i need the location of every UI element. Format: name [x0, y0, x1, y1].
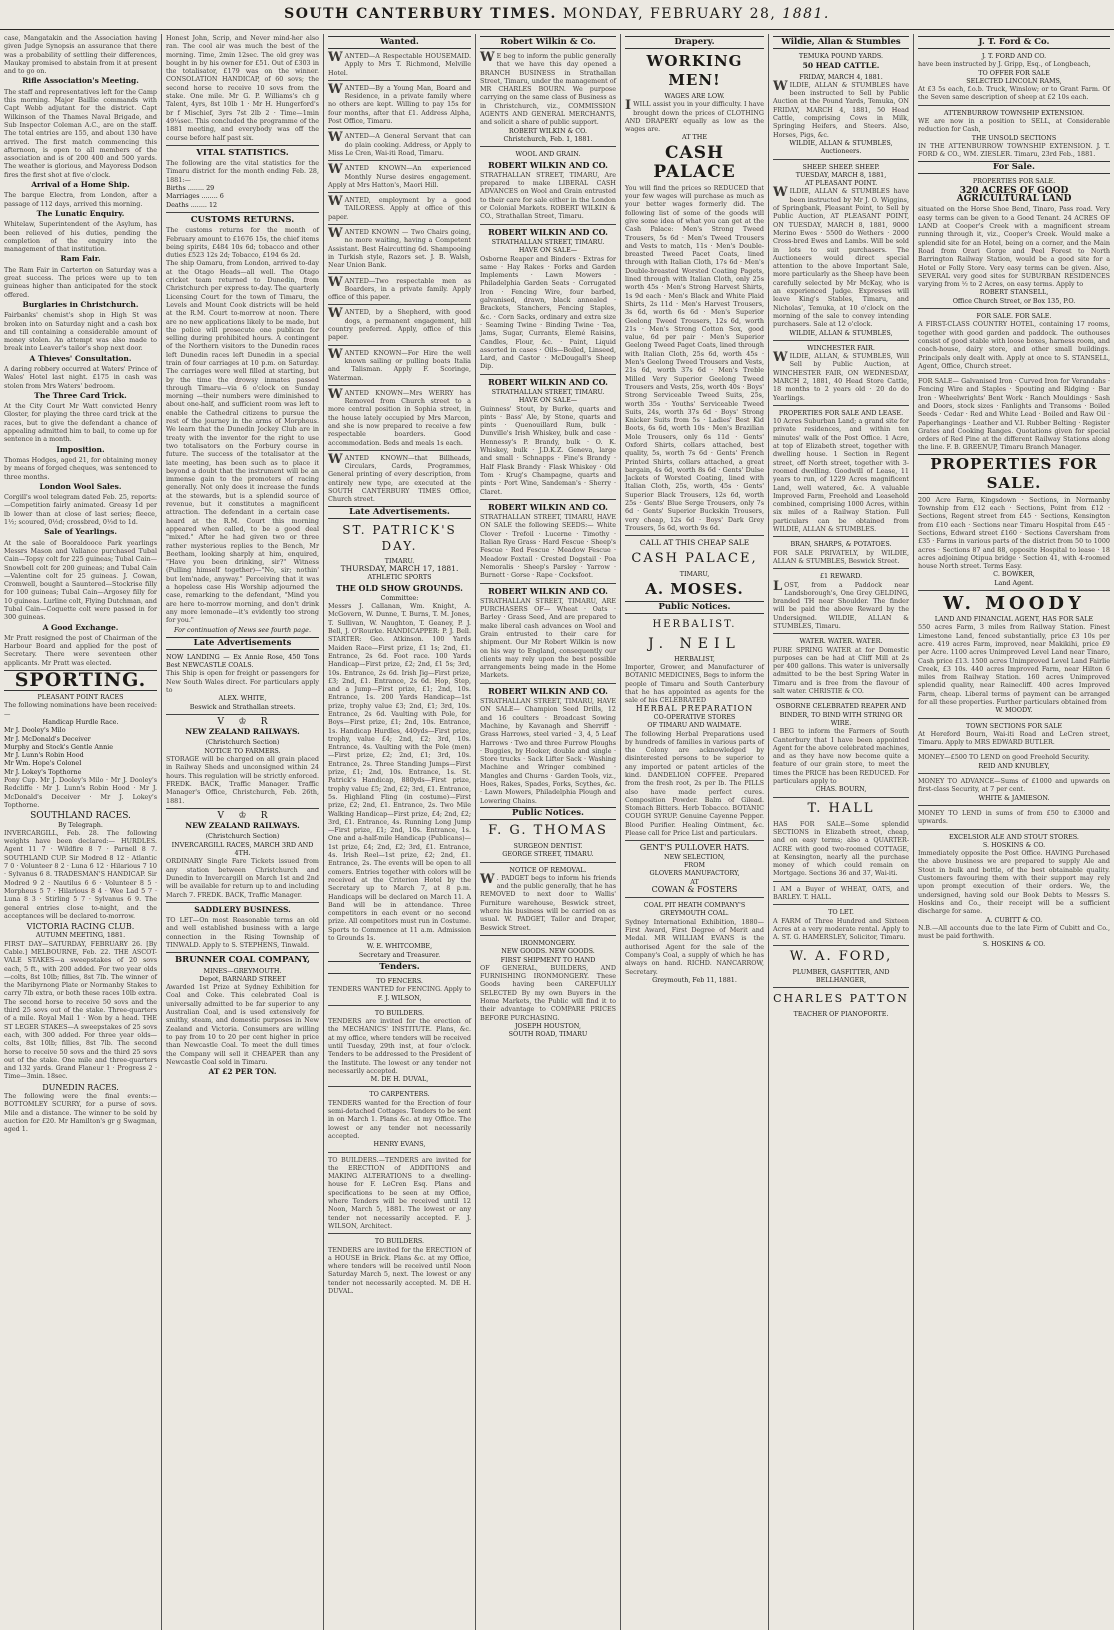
news-text: FIRST DAY—SATURDAY, FEBRUARY 26. [By Cable.] MELBOURNE, Feb. 22. THE ASCOT-VALE STAKES—a sweepstakes of 20 sovs each, 5 ft., with 200 added. For two year olds—colts, 8st 10lb; fillies, 8st 7lb. The winner of the Maribyrnong Plate or Normanby Stakes to carry 7lb extra, or both these races 10lb extra. The second horse to receive 50 sovs and the third 25 sovs out of the stake. Three-quarters of a mile. Royal Mail 1 · Won by a head. THE ST LEGER STAKES—A sweepstakes of 25 sovs each, with 300 added. For three year olds—colts, 8st 10lb; fillies, 8st 7lb. The second horse to receive 50 sovs and the third 25 sovs out of the stake. One mile and three-quarters and 132 yards. Grand Flaneur 1 · Progress 2 · Time—3min. 18sec. — [4, 939, 157, 1081]
ad-date: TUESDAY, MARCH 8, 1881, — [795, 170, 887, 179]
ad-title: TOWN SECTIONS FOR SALE — [965, 721, 1063, 730]
ad-text: WANTED—By a Young Man, Board and Residence, in a private family where no others are kept. Willing to pay 15s for four months, after that £1. Address Alpha, Post Office, Timaru. — [328, 81, 471, 126]
ad-text: WILDIE, ALLAN & STUMBLES have been instructed by Mr J. O. Wiggins, of Springbank, Pleasant Point, to Sell by Public Auction, AT PLEASANT POINT, ON TUESDAY, MARCH 8, 1881, 9000 Merino Ewes · 5500 do Wethers · 2000 Cross-bred Ewes and Lambs. Will be sold in lots to suit purchasers. The Auctioneers would direct special attention to the above Important Sale, more particularly as the Sheep have been carefully selected by Mr McKay, who is an experienced Judge. Expresses will leave King's Stables, Timaru, and Nicholas', Temuka, at 10 o'clock on the morning of the sale to convey intending purchasers. Sale at 12 o'clock. — [773, 185, 909, 329]
column-3 — [323, 34, 475, 1630]
ad-signature: A. MOSES. — [645, 579, 744, 598]
ad-title: SHEEP. SHEEP. SHEEP. — [802, 162, 880, 171]
ad-signature: A. CUBITT & CO. — [985, 915, 1043, 924]
stat-line: Marriages ........ 6 — [166, 192, 224, 201]
ad-text: WANTED KNOWN—Mrs WERRY has Removed from Church street to a more central position in Sophia street, in the house lately occupied by Mrs Marcon, and she is now prepared to receive a few respectable boarders. Good accommodation. Beds and meals 1s each. — [328, 386, 471, 447]
news-text: Mr Pratt resigned the post of Chairman of the Harbour Board and applied for the post of Secretary. There were seventeen other applicants. Mr Pratt was elected. — [4, 633, 157, 667]
ad-title: CHARLES PATTON — [773, 992, 909, 1006]
heading: CUSTOMS RETURNS. — [190, 214, 295, 225]
ad-title: CASH PALACE, — [631, 550, 758, 566]
ad-signature: ROBERT STANSELL, — [979, 288, 1049, 297]
ad-title: ST. PATRICK'S DAY. — [342, 522, 457, 553]
ad-title: SADDLERY BUSINESS. — [194, 904, 291, 914]
ad-title: W. MOODY — [943, 593, 1085, 615]
ad-text: STRATHALLAN STREET, TIMARU, HAVE ON SALE the following SEEDS:— White Clover · Trefoil · Lucerne · Timothy · Italian Rye Grass · Hard Fescue · Sheep's Fescue · Red Fescue · Meadow Fescue · Meadow Foxtail · Crested Dogstail · Poa Nemoralis · Sheep's Parsley · Yarrow · Burnett · Gorse · Rape · Cocksfoot. — [480, 513, 616, 580]
ad-crest-vr: V ♔ R — [217, 716, 268, 727]
ad-subtitle: TEACHER OF PIANOFORTE. — [793, 1010, 889, 1019]
news-text: The Ram Fair in Carterton on Saturday was a great success. The prices were up to ten guineas higher than anticipated for the stock offered. — [4, 265, 157, 299]
ad-subtitle: TEMUKA POUND YARDS. — [798, 52, 884, 60]
section-title: DUNEDIN RACES. — [42, 1082, 119, 1092]
ad-subtitle: IRONMONGERY. — [520, 938, 576, 947]
ad-subtitle: CALL AT THIS CHEAP SALE — [639, 538, 750, 548]
ad-text: STRATHALLAN STREET, TIMARU, HAVE ON SALE— Champion Seed Drills, 12 and 16 coulters · Broadcast Sowing Machine, by Kavanagh and Sherriff · Grass Harrows, steel varied · 3, 4, 5 Leaf Harrows · Two and three Furrow Ploughs · Buggies, by Hooker, double and single · Store trucks · Sack Lifter Sack · Washing Machine and Wringer combined · Mangles and Churns · Garden Tools, viz., Hoes, Rakes, Spades, Forks, Scythes, &c. · Lawn Mowers, Philadelphia Plough and Lowering Chains. — [480, 697, 616, 805]
ad-subtitle: GEORGE STREET, TIMARU. — [502, 850, 594, 859]
ad-text: I WILL assist you in your difficulty. I have brought down the prices of CLOTHING AND DRAPERY equally as low as the wages are. — [625, 98, 764, 134]
ad-text: You will find the prices so REDUCED that your few wages will purchase as much as your better wages formerly did. The following list of some of the goods will give some idea of what you can get at the Cash Palace: Men's Strong Tweed Trousers, 5s 6d · Men's Tweed Trousers and Vests to match, 11s · Men's Double-breasted Tweed Pacet Coats, lined through with Italian Cloth, 17s 6d · Men's Double-breasted Worsted Coating Pagets, lined through with Italian Cloth, only 25s worth 45s · Men's Strong Harvest Shirts, 1s 9d each · Men's Black and White Plaid Shirts, 2s 11d · Men's Harvest Trousers, 3s 6d, worth 6s 6d · Men's Superior Geelong Tweed Trousers, 12s 6d, worth 21s · Men's Strong Cotton Sox, good value, 6d per pair · Men's Superior Geelong Tweed Paget Coats, lined through with Italian Cloth, 25s 6d, worth 45s · Men's Geelong Tweed Trousers and Vests, 21s 6d, worth 37s 6d · Men's Treble Milled Very Superior Geelong Tweed Trousers and Vests, 25s, worth 40s · Boys' Strong Serviceable Tweed Suits, 25s, worth 35s · Youths' Serviceable Tweed Suits, 24s, worth 37s 6d · Boys' Strong Knicker Suits from 5s · Ladies' Best Kid Boots, 6s 6d, worth 10s · Men's Brazilian Mole Trousers, only 6s 11d · Gents' Oxford Shirts, collars attached, best quality, 5s, worth 7s 6d · Gents' French Printed Shirts, collars attached, a great bargain, 4s 6d, worth 8s 6d · Gents' Dulse Jackets of Worsted Coating, lined with Italian Cloth, 25s, worth, 45s · Gents' Superior Black Trousers, 12s 6d, worth 25s · Gents' Blue Serge Trousers, only 7s 6d · Gents' Superior Buckskin Trousers, very cheap, 12s 6d · Boys' Dark Grey Trousers, 5s 6d, worth 9s 6d. — [625, 183, 764, 532]
ad-subtitle: THURSDAY, MARCH 17, 1881. — [340, 563, 459, 573]
news-text: INVERCARGILL, Feb. 28. The following weights have been declared:— HURDLES. Agent 11 7 · Wildfire 8 7 · Parnell 8 7. SOUTHLAND CUP. Sir Modred 8 12 · Atlantic 7 0 · Volunteer 8 2 · Luna 6 12 · Hilarious 7 10 · Sylvanus 6 8. TRADESMAN'S HANDICAP. Sir Modred 9 2 · Nautilus 6 6 · Volunteer 8 5 · Morpheus 5 7 · Hilarious 8 4 · Wee Lad 5 7 · Luna 8 3 · Stirling 5 7 · Sylvanus 6 9. The general entries close to-night, and the acceptances will be declared to-morrow. — [4, 828, 157, 920]
properties-heading: PROPERTIES FOR SALE. — [918, 454, 1110, 494]
section-title: SOUTHLAND RACES. — [30, 811, 131, 822]
ad-subtitle: WAGES ARE LOW. — [664, 92, 725, 100]
ad-signature: Auctioneers. — [820, 147, 862, 156]
stat-line: Births ........ 29 — [166, 184, 215, 193]
ad-text: WANTED—A Respectable HOUSEMAID. Apply to Mrs T. Richmond, Melville Hotel. — [328, 50, 471, 77]
ad-subtitle: NEW GOODS. NEW GOODS. — [501, 947, 595, 956]
section-title: VICTORIA RACING CLUB. — [26, 922, 135, 932]
ad-text: WE are now in a position to SELL, at Considerable reduction for Cash, — [918, 117, 1110, 134]
nomination: Mr J. Lokey's Topthorne — [4, 767, 82, 776]
ad-signature: S. HOSKINS & CO. — [982, 840, 1046, 849]
nomination: Mr J. Dooley's Milo — [4, 726, 66, 735]
ad-text: TO LET—On most Reasonable terms an old and well established business with a large connection in the Rising Township of TINWALD. Apply to S. STEPHENS, Tinwald. — [166, 916, 319, 949]
ad-title: ROBERT WILKIN AND CO. — [488, 226, 608, 237]
ad-title: CASH PALACE — [653, 142, 736, 182]
column-4 — [475, 34, 620, 1630]
news-text: Corgill's wool telegram dated Feb. 25, reports:—Competition fairly animated. Greasy 1d per lb lower than at close of last series; fleece, 1½; scoured, 0½d; crossbred, 0½d to 1d. — [4, 493, 157, 527]
ad-signature: S. HOSKINS & CO. — [982, 940, 1046, 949]
columns — [0, 34, 1114, 1630]
news-text: The following nominations have been received:— — [4, 701, 158, 718]
advertisement — [166, 718, 319, 805]
ad-date: FRIDAY, MARCH 4, 1881. — [799, 72, 883, 81]
ad-text: STRATHALLAN STREET, TIMARU, ARE PURCHASERS OF— Wheat · Oats · Barley · Grass Seed, And are prepared to make liberal cash advances on Wool and Grain entrusted to their care for shipment. Our Mr Robert Wilkin is now on his way to England, consequently our clients may rely upon the best possible arrangements being made in the Home Markets. — [480, 596, 616, 680]
ad-text: WANTED, by a Shepherd, with good dogs, a permanent engagement, hill country preferred. Apply, office of this paper. — [328, 306, 471, 342]
ad-title: ROBERT WILKIN AND CO. — [488, 585, 608, 596]
ad-text: STORAGE will be charged on all grain placed in Railway Sheds and unconsigned within 24 hours. This regulation will be strictly enforced. FREDK. BACK, Traffic Manager. Traffic Manager's Office, Christchurch, Feb. 26th, 1881. — [166, 755, 319, 805]
ad-title: WINCHESTER FAIR. — [807, 343, 875, 352]
heading: Arrival of a Home Ship. — [31, 180, 130, 190]
column-6 — [768, 34, 913, 1630]
ad-subtitle: SURGEON DENTIST. — [513, 841, 583, 850]
news-text: Thomas Hodges, aged 21, for obtaining money by means of forged cheques, was sentenced to three months. — [4, 455, 157, 481]
ad-text: OF GENERAL, BUILDERS, AND FURNISHING IRONMONGERY. These Goods having been CAREFULLY SELECTED By my own Buyers in the Home Markets, the Public will find it to their advantage to COMPARE PRICES BEFORE PURCHASING. — [480, 963, 616, 1022]
news-text: Whitelaw, Superintendent of the Asylum, has been relieved of his duties, pending the completion of the enquiry into the management of that institution. — [4, 220, 157, 254]
ad-text: Awarded 1st Prize at Sydney Exhibition for Coal and Coke. This celebrated Coal is universally admitted to be far superior to any Australian Coal, and is used extensively for smithy, steam, and domestic purposes in New Zealand and Victoria. Consumers are willing to pay from 10 to 20 per cent higher in price than Newcastle Coal. To meet the dull times the Company will sell it CHEAPER than any Newcastle Coal sold in Timaru. — [166, 983, 319, 1066]
ad-subtitle: (Christchurch Section) — [205, 832, 280, 841]
ad-subtitle: CO-OPERATIVE STORES — [653, 712, 736, 721]
ad-text: IN THE ATTENBURROW TOWNSHIP EXTENSION. J. T. FORD & CO., WM. ZIESLER. Timaru, 23rd Feb., 1881. — [918, 141, 1110, 159]
ad-title: NEW ZEALAND RAILWAYS. — [185, 821, 300, 831]
news-text: Fairbanks' chemist's shop in High St was broken into on Saturday night and a cash box and till containing a considerable amount of money stolen. An attempt was also made to break into Leaver's tailor's shop next door. — [4, 311, 157, 353]
ad-text: N.B.—All accounts due to the late Firm of Cubitt and Co., must be paid forthwith. — [918, 923, 1110, 941]
ad-text: Guinness' Stout, by Burke, quarts and pints · Bass' Ale, by Stone, quarts and pints · Quenouillard Rum, bulk · Dunville's Irish Whiskey, bulk and case · Hennessy's P. Brandy, bulk · O. K. Whiskey, bulk · J.D.K.Z. Geneva, large and small · Schnapps · Fine's Brandy · Half Flask Brandy · Flask Whiskey · Old Tom · Krug's Champagne, quarts and pints · Port Wine, Sandeman's · Sherry · Claret. — [480, 404, 616, 496]
section-header: Late Advertisements. — [328, 506, 471, 519]
ad-title: WORKING MEN! — [646, 52, 743, 89]
nomination: Mr Wm. Hope's Colonel — [4, 759, 82, 768]
ad-signature: ALEX. WHITE, — [218, 694, 267, 703]
ad-text: The following Herbal Preparations used by hundreds of families in various parts of the Colony are acknowledged by disinterested persons to be superior to any imported or patent articles of the kind. DANDELION COFFEE. Prepared from the fresh root, 2s per lb. The PILLS also have made perfect cures. Composition Powder. Balm of Gilead. Stomach Bitters. Herb Tobacco. BOTANIC COUGH SYRUP. Genuine Cayenne Pepper. Blood Purifier. Healing Ointment, &c. Please call for Price List and particulars. — [625, 729, 764, 838]
ad-text: This Ship is open for freight or passengers for New South Wales direct. For particulars apply to — [166, 669, 319, 694]
ad-text: W E beg to inform the public generally that we have this day opened a BRANCH BUSINESS in Strathallan Street, Timaru, under the management of MR CHARLES BOURN. We purpose carrying on the same class of Business as in Christchurch, viz., COMMISSION AGENTS AND GENERAL MERCHANTS, and solicit a share of public support. — [480, 50, 616, 127]
ad-text: WILDIE, ALLAN & STUMBLES have been instructed to Sell by Public Auction at the Pound Yards, Temuka, ON FRIDAY, MARCH 4, 1881, 50 Head Cattle, comprising Cows in Milk, Springing Heifers, and Steers. Also, Horses, Pigs, &c. — [773, 78, 909, 139]
stat-line: Deaths ........ 12 — [166, 200, 218, 209]
ad-subtitle: AT — [690, 877, 699, 886]
section-header: Tenders. — [328, 961, 471, 974]
column-7 — [913, 34, 1114, 1630]
ad-text: WANTED—Two respectable men as Boarders, in a private family. Apply office of this paper. — [328, 274, 471, 302]
ad-title: BRAN, SHARPS, & POTATOES. — [790, 540, 892, 549]
column-2 — [161, 34, 323, 1630]
ad-text: HAS FOR SALE—Some splendid SECTIONS in Elizabeth street, cheap, and on easy terms; also a QUARTER-ACRE with good two-roomed COTTAGE, at Kensington, nearly all the purchase money of which could remain on Mortgage. Sections 36 and 37, Wai-iti. — [773, 819, 909, 878]
heading: Sale of Yearlings. — [44, 527, 117, 537]
advertisement — [166, 812, 319, 899]
ad-subtitle: PROPERTIES FOR SALE. — [972, 176, 1056, 185]
heading: London Wool Sales. — [39, 481, 122, 491]
ad-subtitle: NEW SELECTION, — [664, 852, 725, 861]
ad-signature: Secretary and Treasurer. — [358, 950, 441, 959]
ad-title: PROPERTIES FOR SALE AND LEASE. — [778, 408, 904, 417]
nomination: Mr J. McDonald's Deceiver — [4, 734, 91, 743]
ad-title: WATER. WATER. WATER. — [799, 637, 883, 646]
ad-address: SOUTH ROAD, TIMARU — [508, 1030, 588, 1039]
ad-text: WANTED KNOWN—For Hire the well known sailing or pulling boats Italia and Talisman. Apply F. Scoringe, Waterman. — [328, 346, 471, 382]
ad-text: TENDERS are invited for the ERECTION of a HOUSE in Brick. Plans &c. at my Office, where tenders will be received until Noon Saturday March 5, next. The lowest or any tender not necessarily accepted. M. DE H. DUVAL. — [328, 1245, 471, 1295]
ad-title: OSBORNE CELEBRATED REAPER AND BINDER, TO BIND WITH STRING OR WIRE. — [775, 702, 907, 727]
ad-text: Sydney International Exhibition, 1880—First Award, First Degree of Merit and Medal. MR WILLIAM EVANS is the authorised Agent for the sale of the Company's Coal, a supply of which he has always on hand. RICHD. NANCARROW, Secretary. — [625, 917, 764, 976]
column-1 — [0, 34, 161, 1630]
ad-text: WILDIE, ALLAN, & STUMBLES, Will Sell by Public Auction, at WINCHESTER FAIR, ON WEDNESDAY, MARCH 2, 1881, 40 Head Store Cattle, 18 months to 2 years old · 20 do do Yearlings. — [773, 350, 909, 402]
section-header: Public Notices. — [480, 807, 616, 820]
ad-title: F. G. THOMAS — [488, 822, 608, 838]
ad-subtitle: Committee: — [380, 593, 419, 602]
ad-subtitle: Depot, BARNARD STREET — [199, 974, 286, 983]
ad-signature: WILDIE, ALLAN & STUMBLES, — [789, 138, 893, 147]
heading: A Good Exchange. — [42, 622, 119, 632]
ad-address: Office Church Street, or Box 135, P.O. — [952, 296, 1076, 305]
news-text: For continuation of News see fourth page. — [174, 626, 311, 635]
ad-title: ROBERT WILKIN AND CO. — [488, 501, 608, 512]
ad-subtitle: SELECTED LINCOLN RAMS, — [966, 76, 1062, 85]
ad-title: ROBERT WILKIN AND CO. — [488, 376, 608, 387]
ad-text: Importer, Grower, and Manufacturer of BOTANIC MEDICINES, Begs to inform the people of Timaru and South Canterbury that he has appointed as agents for the sale of his CELEBRATED — [625, 663, 764, 705]
heading: Burglaries in Christchurch. — [22, 299, 139, 309]
ad-text: At Hereford Bourn, Wai-iti Road and LeCren street, Timaru. Apply to MRS EDWARD BUTLER. — [918, 729, 1110, 747]
ad-signature: HENRY EVANS, — [373, 1140, 426, 1149]
section-header: For Sale. — [918, 161, 1110, 174]
ad-text: WANTED KNOWN—An experienced Monthly Nurse desires engagement. Apply at Mrs Hatton's, Maori Hill. — [328, 162, 471, 189]
section-header: Wanted. — [328, 36, 471, 49]
ad-title: J. T. FORD AND CO. — [981, 52, 1047, 60]
ad-subtitle: FROM — [683, 860, 706, 869]
ad-text: TENDERS WANTED for FENCING. Apply to — [328, 985, 471, 994]
paper-title: SOUTH CANTERBURY TIMES. — [284, 6, 557, 22]
ad-subtitle: HAVE ON SALE— — [518, 246, 578, 255]
heading: The Lunatic Enquiry. — [36, 208, 125, 218]
ad-signature: REID AND KNUBLEY, — [978, 761, 1050, 770]
ad-title: HERBALIST. — [652, 618, 737, 630]
news-text: Honest John, Scrip, and Never mind-her also ran. The cool air was much the best of the morning. Time, 2min 12sec. The old grey was bought in by his owner for £51. Out of £303 in the totalisator, £179 was on the winner. CONSOLATION HANDICAP, of 60 sovs; the second horse to receive 10 sovs from the stake. One mile. Mr G. P. Williams's ch g Talent, 4yrs, 8st 10lb 1 · Mr H. Hungerford's br f Mischief, 3yrs 7st 2lb 2 · Time—1min 49¼sec. This concluded the programme of the 1881 meeting, and everybody was off the course before half past six. — [166, 34, 319, 142]
ad-subtitle: AT THE — [681, 133, 708, 142]
ad-subtitle: STRATHALLAN STREET, TIMARU. — [491, 237, 605, 246]
news-text: At the City Court Mr Watt convicted Henry Gloster, for playing the three card trick at the races, but to give the defendant a chance of appealing admitted him to bail, to come up for sentence in a month. — [4, 402, 157, 444]
ad-text: ORDINARY Single Fare Tickets issued from any station between Christchurch and Dunedin to Invercargill on March 1st and 2nd will be available for return up to and including March 7. FREDK. BACK, Traffic Manager. — [166, 857, 319, 899]
ad-subtitle: TO OFFER FOR SALE — [978, 68, 1050, 77]
nomination: Mr J. Lunn's Robin Hood — [4, 751, 84, 760]
section-header: Drapery. — [625, 36, 764, 49]
ad-signature: JOSEPH HOUSTON, — [514, 1021, 582, 1030]
section-title: By Telegraph. — [58, 820, 103, 829]
section-header: Wildie, Allan & Stumbles — [773, 36, 909, 49]
ad-title: 50 HEAD CATTLE. — [802, 61, 880, 71]
heading: Rifle Association's Meeting. — [22, 76, 139, 86]
section-title: PLEASANT POINT RACES — [37, 693, 124, 702]
ad-signature: WHITE & JAMIESON. — [978, 793, 1050, 802]
ad-subtitle: AT PLEASANT POINT. — [804, 179, 878, 188]
ad-subtitle: TIMARU. — [384, 556, 415, 565]
ad-title: NEW ZEALAND RAILWAYS. — [185, 727, 300, 737]
news-text: The staff and representatives left for the Camp this morning. Major Baillie commands with Capt Webb adjutant for the district. Capt Wilkinson of the Thames Naval Brigade, and Sub Inspector Coleman A.C., are on the staff. The total entries are 155, and about 130 have arrived. The first match commencing this afternoon, is open to all members of the association and is of 200 400 and 500 yards. The weather is glorious, and Mayoress Dodson fires the first shot at five o'clock. — [4, 87, 157, 179]
ad-subtitle: ATHLETIC SPORTS — [367, 573, 432, 582]
ad-signature: Land Agent. — [994, 578, 1034, 587]
ad-text: A FARM of Three Hundred and Sixteen Acres at a very moderate rental. Apply to A. ST. G. HAMERSLEY, Solicitor, Timaru. — [773, 916, 909, 942]
ad-text: have been instructed by J. Gripp, Esq., of Longbeach, — [918, 60, 1091, 69]
ad-signature: W. E. WHITCOMBE, — [366, 942, 433, 951]
ad-text: LOST, from a Paddock near Landsborough's, One Grey GELDING, branded TH near Shoulder. The finder will be paid the above Reward by the Undersigned. WILDIE, ALLAN & STUMBLES, Timaru. — [773, 578, 909, 630]
ad-title: COAL PIT HEATH COMPANY'S GREYMOUTH COAL. — [643, 901, 746, 918]
ad-subtitle: TIMARU, — [679, 569, 710, 578]
ad-subtitle: GLOVERS MANUFACTORY, — [649, 869, 740, 878]
ad-text: I AM a Buyer of WHEAT, OATS, and BARLEY. T. HALL. — [773, 884, 909, 902]
heading: Imposition. — [56, 444, 105, 454]
ad-subtitle: OF TIMARU AND WAIMATE. — [647, 721, 742, 730]
ad-signature: WILDIE, ALLAN & STUMBLES, — [789, 328, 893, 337]
ad-text: TENDERS wanted for the Erection of four semi-detached Cottages. Tenders to be sent in on March 1. Plans &c. at my Office. The lowest or any tender not necessarily accepted. — [328, 1098, 471, 1140]
heading: The Three Card Trick. — [34, 390, 127, 400]
ad-text: Immediately opposite the Post Office. HAVING Purchased the above business we are prepared to supply Ale and Stout in bulk and bottle, of the best obtainable quality. Customers favouring them with their support may rely upon prompt execution of their orders. We, the undersigned, having sold our Book Debts to Messrs S. Hoskins and Co., their receipt will be a sufficient discharge for same. — [918, 849, 1110, 916]
nomination: Murphy and Stock's Gentle Annie — [4, 742, 114, 751]
ad-title: ROBERT WILKIN AND CO. — [488, 159, 608, 170]
ad-text: WANTED KNOWN — Two Chairs going, no more waiting, having a Competent Assistant. Best Haircutting 6d. Shampooing in Turkish style, Razors set. J. B. Walsh, Near Union Bank. — [328, 226, 471, 270]
ad-text: 10 Acres Suburban Land; a grand site for private residences, and within ten minutes' walk of the Post Office. 1 Acre, at top of Elizabeth street, together with dwelling house. 1 Section in Regent street, off North street, together with 3-roomed dwelling. Goodwill of Lease, 11 years to run, of 1229 Acres magnificent Land, well watered, &c. A valuable Improved Farm, Freehold and Leasehold combined, comprising 1000 Acres, within six miles of a Railway Station. Full particulars can be obtained from WILDIE, ALLAN & STUMBLES. — [773, 417, 909, 534]
ad-subtitle: STRATHALLAN STREET, TIMARU. — [491, 387, 605, 396]
ad-title: FOR SALE. FOR SALE. — [976, 312, 1052, 321]
advertisement — [166, 956, 319, 1076]
ad-crest-vr: V ♔ R — [217, 810, 268, 821]
news-text: A daring robbery occurred at Waters' Prince of Wales' Hotel last night. £175 in cash was stolen from Mrs Waters' bedroom. — [4, 364, 157, 390]
ad-subtitle: THE OLD SHOW GROUNDS. — [336, 582, 463, 593]
ad-title: BRUNNER COAL COMPANY, — [174, 955, 311, 966]
ad-text: MONEY TO ADVANCE—Sums of £1000 and upwards on first-class Security, at 7 per cent. — [918, 777, 1110, 794]
ad-subtitle: HERBAL PREPARATION — [635, 703, 754, 713]
ad-text: NOW LANDING — Ex Annie Rose, 450 Tons Best NEWCASTLE COALS. — [166, 652, 319, 670]
ad-text: Messrs J. Callanan, Wm. Knight, A. McGovern, W. Dunne, T. Burns, T. M. Jones, T. Sullivan, W. Naughton, T. Geaney, P. J. Bell, J. O'Rourke. HANDICAPPER: P. J. Bell. STARTER: Geo. Atkinson. 100 Yards Maiden Race—First prize, £1 1s; 2nd, £1. Entrance, 2s 6d. Foot race. 100 Yards Handicap—First prize, £2; 2nd, £1 5s; 3rd, 10s. Entrance, 2s 6d. Irish Jig—First prize, £3; 2nd, £1. Entrance, 2s 6d. Hop, Step, and a Jump—First prize, £1; 2nd, 10s. Entrance, 1s. 200 Yards Handicap—1st prize, trophy value £3; 2nd, £1; 3rd, 10s. Entrance, 2s 6d. Vaulting with Pole, for Boys—First prize, £1; 2nd, 10s. Entrance, 1s. Handicap Hurdles, 440yds—First prize, trophy, value £4; 2nd, £2; 3rd, 10s. Entrance, 4s. Vaulting with the Pole (men)—First prize, £2; 2nd, £1; 3rd, 10s. Entrance, 2s. Three Standing Jumps—First prize, £1; 2nd, 10s. Entrance, 1s. St. Patrick's Handicap, 880yds—First prize, trophy value £5; 2nd, £2; 3rd, £1. Entrance, 5s. Highland Fling (in costume)—First prize, £2; 2nd, £1. Entrance, 2s. Two Mile Walking Handicap—First prize, £4; 2nd, £2; 3rd, £1. Entrance, 4s. Running Long Jump—First prize, £1; 2nd, 10s. Entrance, 1s. One and a-half-mile Handicap (Publicans)—1st prize, £4; 2nd, £2; 3rd, £1. Entrance, 4s. Irish Reel—1st prize, £2; 2nd, £1. Entrance, 2s. The events will be open to all comers. Entries together with colors will be received at the Criterion Hotel by the Secretary up to March 7, at 8 p.m. Handicaps will be declared on March 11. A Band will be in attendance. Three competitors in each event or no second prize. All competitors must run in Costume. Sports to Commence at 11 a.m. Admission to Grounds 1s. — [328, 602, 471, 943]
ad-signature: C. BOWKER, — [993, 570, 1035, 579]
ad-subtitle: HAVE ON SALE— — [518, 396, 578, 405]
news-text: The following were the final events:— BOTTOMLEY SCURRY, for a purse of sovs. Mile and a distance. The winner to be sold by auction for £20. Mr Hamilton's gr g Swagman, aged 1. — [4, 1092, 157, 1134]
ad-text: FOR SALE— Galvanised Iron · Curved Iron for Verandahs · Fencing Wire and Staples · Spouting and Ridging · Bar Iron · Wheelwrights' Bent Work · Ranch Mouldings · Sash and Doors, stock sizes · Fanlights and Transoms · Boiled Seeds · Cedar · Red and White Lead · Boiled and Raw Oil · Paperhangings · Leather and V.I. Rubber Belting · Register Grates and Cooking Ranges. Quotations given for special orders of Red Pine at the different Railway Stations along the line. F. B. GREENUP, Timaru Branch Manager. — [918, 377, 1110, 452]
ad-title: GENT'S PULLOVER HATS. — [639, 843, 750, 853]
ad-date: Christchurch, Feb. 1, 1881. — [503, 134, 593, 143]
ad-text: WANTED KNOWN—that Billheads, Circulars, Cards, Programmes, General printing of every description, from entirely new type, are executed at the SOUTH CANTERBURY TIMES Office, Church street. — [328, 451, 471, 504]
news-text: The customs returns for the month of February amount to £1676 15s, the chief items being spirits, £484 10s 6d; tobacco and other duties £523 12s 2d; Tobacco, £194 6s 2d. — [166, 226, 319, 260]
ad-text: STRATHALLAN STREET, TIMARU, Are prepared to make LIBERAL CASH ADVANCES on Wool and Grain entrusted to their care for sale either in the London or Colonial Markets. ROBERT WILKIN & CO., Strathallan Street, Timaru. — [480, 170, 616, 221]
ad-text: TENDERS are invited for the erection of the MECHANICS' INSTITUTE. Plans, &c. at my office, where tenders will be received until Tuesday, 29th inst, at four o'clock. Tenders to be addressed to the President of the Institute. The lowest or any tender not necessarily accepted. — [328, 1017, 471, 1075]
ad-address: Beswick and Strathallan streets. — [189, 702, 296, 711]
ad-title: £1 REWARD. — [819, 572, 863, 581]
heading: A Thieves' Consultation. — [29, 353, 132, 363]
news-text: At the sale of Booraldooce Park yearlings Messrs Mason and Vallance purchased Tubal Cain—Topsy colt for 225 guineas; Tubal Cain—Snowbell colt for 200 guineas; and Tubal Cain—Valentine colt for 25 guineas. J. Cowan, Cromwell, bought a Sauntered—Stockrise filly for 100 guineas; Tubal Cain—Argosey filly for 10 guineas. Lurline colt, Flying Dutchman, and Tubal Cain—Coquette colt were passed in for 300 guineas. — [4, 538, 157, 622]
ad-text: MONEY—£500 TO LEND on good Freehold Security. — [918, 753, 1090, 762]
ad-title: W. A. FORD, — [789, 948, 893, 964]
ad-title: ATTENBURROW TOWNSHIP EXTENSION. — [943, 108, 1085, 117]
ad-text: WANTED, employment by a good TAILORESS. Apply at office of this paper. — [328, 194, 471, 221]
ad-title: EXCELSIOR ALE AND STOUT STORES. — [949, 832, 1079, 841]
ad-subtitle: HERBALIST, — [674, 654, 715, 663]
issue-date: MONDAY, FEBRUARY 28, — [562, 6, 777, 22]
section-title: AUTUMN MEETING, 1881. — [35, 931, 126, 940]
masthead — [0, 0, 1114, 30]
ad-text: TO BUILDERS.—TENDERS are invited for the ERECTION of ADDITIONS and MAKING ALTERATIONS to a dwelling-house for F. LeCren Esq. Plans and specifications to be seen at my Office, where Tenders will be received until 12 Noon, March 5, 1881. The lowest or any tender not necessarily accepted. F. J. WILSON, Architect. — [328, 1155, 471, 1230]
ad-text: WANTED—A General Servant that can do plain cooking. Address, or Apply to Miss Le Cren, Wai-iti Road, Timaru. — [328, 130, 471, 157]
sporting-heading: SPORTING. — [4, 670, 157, 691]
ad-text: PURE SPRING WATER at for Domestic purposes can be had at Cliff Mill at 2s per 400 gallons. This water is universally admitted to be the best Spring Water in Timaru and is free from the flavour of salt water. CHRISTIE & CO. — [773, 645, 909, 696]
ad-subtitle: NOTICE OF REMOVAL. — [509, 865, 587, 874]
tender-title: TO BUILDERS. — [374, 1237, 425, 1246]
ad-text: MONEY TO LEND in sums of from £50 to £3000 and upwards. — [918, 808, 1110, 826]
news-text: The following are the vital statistics for the Timaru district for the month ending Feb. 28, 1881:— — [166, 159, 319, 184]
ad-title: T. HALL — [807, 800, 875, 816]
ad-subtitle: WOOL AND GRAIN. — [515, 150, 581, 159]
ad-title: 320 ACRES OF GOOD AGRICULTURAL LAND — [956, 185, 1072, 205]
ad-signature: W. MOODY. — [995, 706, 1033, 715]
news-text: Pony Cup. Mr J. Dooley's Milo · Mr J. Dooley's Redcliffe · Mr J. Lunn's Robin Hood · Mr J. McDonald's Deceiver · Mr J. Lokey's Topthorne. — [4, 776, 157, 809]
ad-signature: F. J. WILSON, — [377, 993, 422, 1002]
ad-text: situated on the Horse Shoe Bend, Tinaro, Pass road. Very easy terms can be given to a Good Tenant. 24 ACRES OF LAND at Cooper's Creek with a magnificent stream running through it, viz., Cooper's Creek. Would make a splendid site for an Hotel, being on a corner, and the Main Road from Orari Gorge and Peel Forest to North Barrington Railway Station, would be a good site for a Hotel or Folly Store. Very easy terms can be given. Also, SEVERAL very good sites for SUBURBAN RESIDENCES varying from ½ to 2 Acres, on easy terms. Apply to — [918, 205, 1110, 289]
ad-signature: M. DE H. DUVAL, — [370, 1075, 429, 1084]
ad-text: At £3 5s each, f.o.b. Truck, Winslow; or to Grant Farm. Of the Seven same description of sheep at £2 10s each. — [918, 85, 1110, 102]
issue-year: 1881. — [782, 6, 830, 22]
tender-title: TO CARPENTERS. — [369, 1090, 430, 1099]
section-header: Late Advertisements — [166, 637, 319, 650]
ad-signature: COWAN & FOSTERS — [651, 884, 738, 894]
tender-title: TO FENCERS. — [376, 976, 423, 985]
ad-subtitle: LAND AND FINANCIAL AGENT, HAS FOR SALE — [934, 615, 1094, 624]
ad-title: TO LET. — [828, 908, 854, 917]
heading: VITAL STATISTICS. — [196, 147, 289, 158]
ad-text: I BEG to inform the Farmers of South Canterbury that I have been appointed Agent for the above celebrated machines, and as they have now become quite a feature of our grain store, to meet the times the PRICE has been REDUCED. For particulars apply to — [773, 727, 910, 786]
ad-subtitle: NOTICE TO FARMERS. — [204, 746, 281, 755]
ad-title: ROBERT WILKIN AND CO. — [488, 685, 608, 696]
ad-text: A FIRST-CLASS COUNTRY HOTEL, containing 17 rooms, together with good garden and paddock. The outhouses consist of good stable with loose boxes, harness room, and coach-house, dairy store, and other small buildings. Principals only dealt with. Apply at once to S. STANSELL, Agent, Office, Church street. — [918, 320, 1110, 370]
ad-signature: ROBERT WILKIN & CO. — [508, 126, 588, 135]
heading: Ram Fair. — [60, 254, 101, 264]
news-text: The ship Oamaru, from London, arrived to-day at the Otago Heads—all well. The Otago cricket team returned to Dunedin, from Christchurch per express to-day. The quarterly Licensing Court for the town of Timaru, the Levels and Mount Cook districts will be held at the R.M. Court to-morrow at noon. There are no new applications likely to be made, but the police will prosecute one publican for selling during prohibited hours. A contingent of the Northern visitors to the Dunedin races left Dunedin races left Dunedin in a special train of four carriages at 10 p.m. on Saturday. The carriages were well filled at starting, but by the time the drowsy inmates passed through Timaru—via 6 o'clock on Sunday morning —their numbers were diminished to about one-half, and sufficient room was left to enable the Cathedral citizens to pursue the rest of the journey in the arms of Morpheus. We learn that the Dunedin Jockey Club are in treaty with the inventor for the right to use two totalisators on the Forbury course in future. The success of the totalisator at the late meeting, has been such as to place it beyond a doubt that the instrument will be an immense gain to the promoters of racing generally. Not only does it increase the funds at the stewards, but is a splendid source of revenue, but it constitutes a magnificent attraction. The defendant in a certain case heard at the R.M. Court this morning appeared when called, to be a good deal "mixed." After he had given two or three rather mysterious replies to the Bench, Mr Beetham, looking sharply at him, enquired, "Have you been drinking, sir?" Witness (Pulling himself together)—"No, sir; nothin' but lem'nade, anyway." Perceiving that it was a hopeless case His Worship adjourned the case, remarking to the defendant, "Mind you are here to-morrow morning, and don't drink any more lemonade—it's evidently too strong for you." — [166, 259, 319, 625]
ad-subtitle: FIRST SHIPMENT TO HAND — [500, 955, 596, 964]
ad-subtitle: MINES—GREYMOUTH. — [203, 966, 282, 975]
tender-title: TO BUILDERS. — [374, 1008, 425, 1017]
ad-signature: CHAS. BOURN, — [815, 785, 867, 794]
column-5 — [620, 34, 768, 1630]
ad-text: FOR SALE PRIVATELY, by WILDIE, ALLAN & STUMBLES, Beswick Street. — [773, 548, 909, 565]
advertisement — [166, 906, 319, 949]
ad-subtitle: PLUMBER, GASFITTER, AND BELLHANGER, — [792, 967, 890, 984]
section-header: Public Notices. — [625, 601, 764, 614]
advertisement — [166, 653, 319, 711]
ad-title: J. NEIL — [648, 635, 741, 652]
news-text: case, Mangatakin and the Association having given Judge Synopsis an assurance that there was a probability of settling their differences, Maukay promised to abstain from it at present and to go on. — [4, 34, 157, 76]
ad-text: W . PADGET begs to inform his friends and the public generally, that he has REMOVED to next door to Wallis' Furniture warehouse, Beswick street, where his business will be carried on as usual. W. PADGET, Tailor and Draper, Beswick Street. — [480, 871, 616, 932]
race-name: Handicap Hurdle Race. — [42, 717, 119, 726]
ad-price: AT £2 PER TON. — [208, 1067, 277, 1077]
ad-date: Greymouth, Feb 11, 1881. — [652, 975, 737, 984]
section-header: J. T. Ford & Co. — [918, 36, 1110, 49]
section-header: Robert Wilkin & Co. — [480, 36, 616, 49]
ad-subtitle: THE UNSOLD SECTIONS — [971, 133, 1057, 142]
ad-text: 200 Acre Farm, Kingsdown · Sections, in Normanby Township from £12 each · Sections, Point from £12 · Sections, Regent street from £45 · Sections, Kensington from £10 each · Sections near Timaru Hospital from £45 · Sections, Edward street £160 · Sections Caversham from £35 · Farms in various parts of the district from 50 to 1000 acres · Sections 87 and 88, opposite Hospital to lease · 18 acres adjoining Otipua bridge · Section 41, with 4-roomed house North street. Terms Easy. — [918, 495, 1110, 571]
news-text: The barque Electra, from London, after a passage of 112 days, arrived this morning. — [4, 191, 157, 208]
ad-subtitle: INVERCARGILL RACES, MARCH 3RD AND 4TH. — [171, 840, 314, 858]
ad-subtitle: (Christchurch Section) — [205, 738, 280, 747]
ad-text: Osborne Reaper and Binders · Extras for same · Hay Rakes · Forks and Garden Implements · Lawn Mowers · Philadelphia Garden Seats · Corrugated Iron · Fencing Wire, four barbed, galvanised, drawn, black annealed · Brackets, Stanchers, Fencing Staples, &c. · Corn Sacks, ordinary and extra size · Seaming Twine · Binding Twine · Tea, Jams, Sugar, Currants, Elemé Raisins, Candles, Flour, &c. · Paint, Liquid assorted in cases · Oils—Boiled, Linseed, Lard, and Castor · McDougall's Sheep Dip. — [480, 254, 616, 371]
ad-text: 550 acres Farm, 3 miles from Railway Station. Finest Limestone Land, fenced substantially, price £3 10s per acre. 419 acres Farm, improved, near Makikihi, price £9 per Acre. 1100 acres Unimproved Level Land near Tinaro, Cash price £13. 1500 acres Unimproved Level Land Fairlie Creek, £3 10s. 440 acres Improved Farm, near Hilton 6 miles from Railway Station. 160 acres Unimproved splendid quality, near Rainecliff. 400 acres Improved Farm, cheap. Liberal terms of payment can be arranged for all these properties. Further particulars obtained from — [918, 623, 1110, 706]
